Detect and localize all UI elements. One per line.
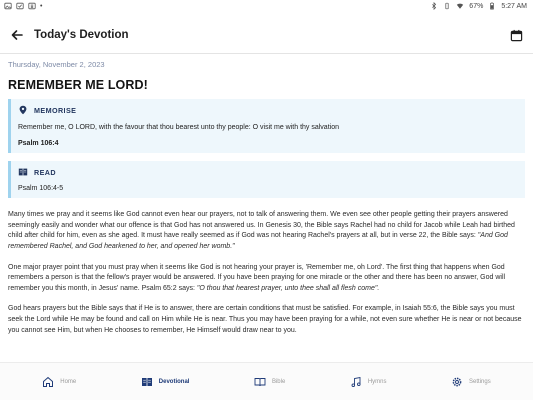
vibrate-icon <box>443 2 451 10</box>
devotion-content[interactable] <box>0 55 533 361</box>
paragraph-text: God hears prayers but the Bible says that if He is to answer, there are certain conditions that must be satisfied. For example, in Isaiah 55:6, the Bible says you must seek the Lord while He may be found and call on Him while He is near. Thus you may have been praying for a while, not even sure whether He is near or not because you cannot see Him, but when He chooses to remember, He Himself would draw near to you. <box>8 305 522 334</box>
read-header <box>18 167 517 177</box>
memorise-label: MEMORISE <box>34 105 77 115</box>
location-pin-icon <box>18 105 28 115</box>
home-icon <box>42 376 54 388</box>
image-icon <box>4 2 12 10</box>
page-title: Today's Devotion <box>34 29 129 41</box>
check-square-icon <box>16 2 24 10</box>
nav-hymns[interactable] <box>350 376 387 388</box>
nav-home-label: Home <box>60 378 77 385</box>
nav-settings-label: Settings <box>469 378 491 385</box>
status-left-icons <box>4 2 42 10</box>
bookmark-icon <box>28 2 36 10</box>
battery-percent: 67% <box>469 2 484 10</box>
nav-devotional[interactable] <box>141 376 190 388</box>
paragraph-quote: "O thou that hearest prayer, unto thee shall all flesh come". <box>196 284 380 292</box>
devotion-title: REMEMBER ME LORD! <box>8 78 148 92</box>
hymns-icon <box>350 376 362 388</box>
nav-bible[interactable] <box>254 376 285 388</box>
read-card <box>8 161 525 198</box>
status-right-icons <box>430 2 527 10</box>
open-book-icon <box>18 167 28 177</box>
nav-hymns-label: Hymns <box>367 378 387 385</box>
devotion-paragraph <box>8 304 525 336</box>
settings-icon <box>451 376 463 388</box>
nav-devotional-label: Devotional <box>158 378 190 385</box>
nav-bible-label: Bible <box>271 378 286 385</box>
calendar-icon[interactable] <box>510 29 523 42</box>
bible-icon <box>254 376 266 388</box>
status-bar <box>0 0 533 12</box>
nav-home[interactable] <box>42 376 76 388</box>
back-arrow-icon[interactable] <box>10 28 24 42</box>
status-time: 5:27 AM <box>501 2 527 10</box>
nav-settings[interactable] <box>451 376 491 388</box>
read-label: READ <box>34 167 56 177</box>
memorise-header <box>18 105 517 115</box>
more-notifications-dot: • <box>40 2 43 10</box>
memorise-text: Remember me, O LORD, with the favour that thou bearest unto thy people: O visit me with thy salvation <box>18 124 339 131</box>
battery-icon <box>488 2 496 10</box>
read-reference: Psalm 106:4-5 <box>18 185 64 193</box>
paragraph-text: Many times we pray and it seems like God cannot even hear our prayers, not to talk of answering them. We even see other people getting their prayers answered seemingly easily and wonder what our offence is that God has not answered us. In Genesis 30, the Bible says Rachel had no child for Jacob while Leah had birthed child after child for him, even as she aged. It must have really seemed as if God was not hearing Rachel's prayers at all, but in verse 22, the Bible says: <box>8 211 515 240</box>
app-bar-divider <box>0 53 533 54</box>
devotion-paragraph <box>8 263 525 295</box>
bluetooth-icon <box>430 2 438 10</box>
devotion-paragraph <box>8 210 525 253</box>
devotional-icon <box>141 376 153 388</box>
paragraph-text: One major prayer point that you must pray when it seems like God is not hearing your prayer is, 'Remember me, oh Lord'. The first thing that happens when God remembers a person is that the fellow's prayer would be answered. If you have been praying for one miracle or the other and there has been no answer, God will remember you this month, in Jesus' name. Psalm 65:2 says: <box>8 263 506 292</box>
wifi-icon <box>456 2 464 10</box>
memorise-reference: Psalm 106:4 <box>18 140 59 148</box>
devotion-date: Thursday, November 2, 2023 <box>8 60 105 69</box>
memorise-card <box>8 99 525 153</box>
app-bar <box>0 20 533 50</box>
paragraph-quote: "And God remembered Rachel, and God hearkened to her, and opened her womb." <box>8 232 508 250</box>
bottom-nav <box>0 362 533 400</box>
